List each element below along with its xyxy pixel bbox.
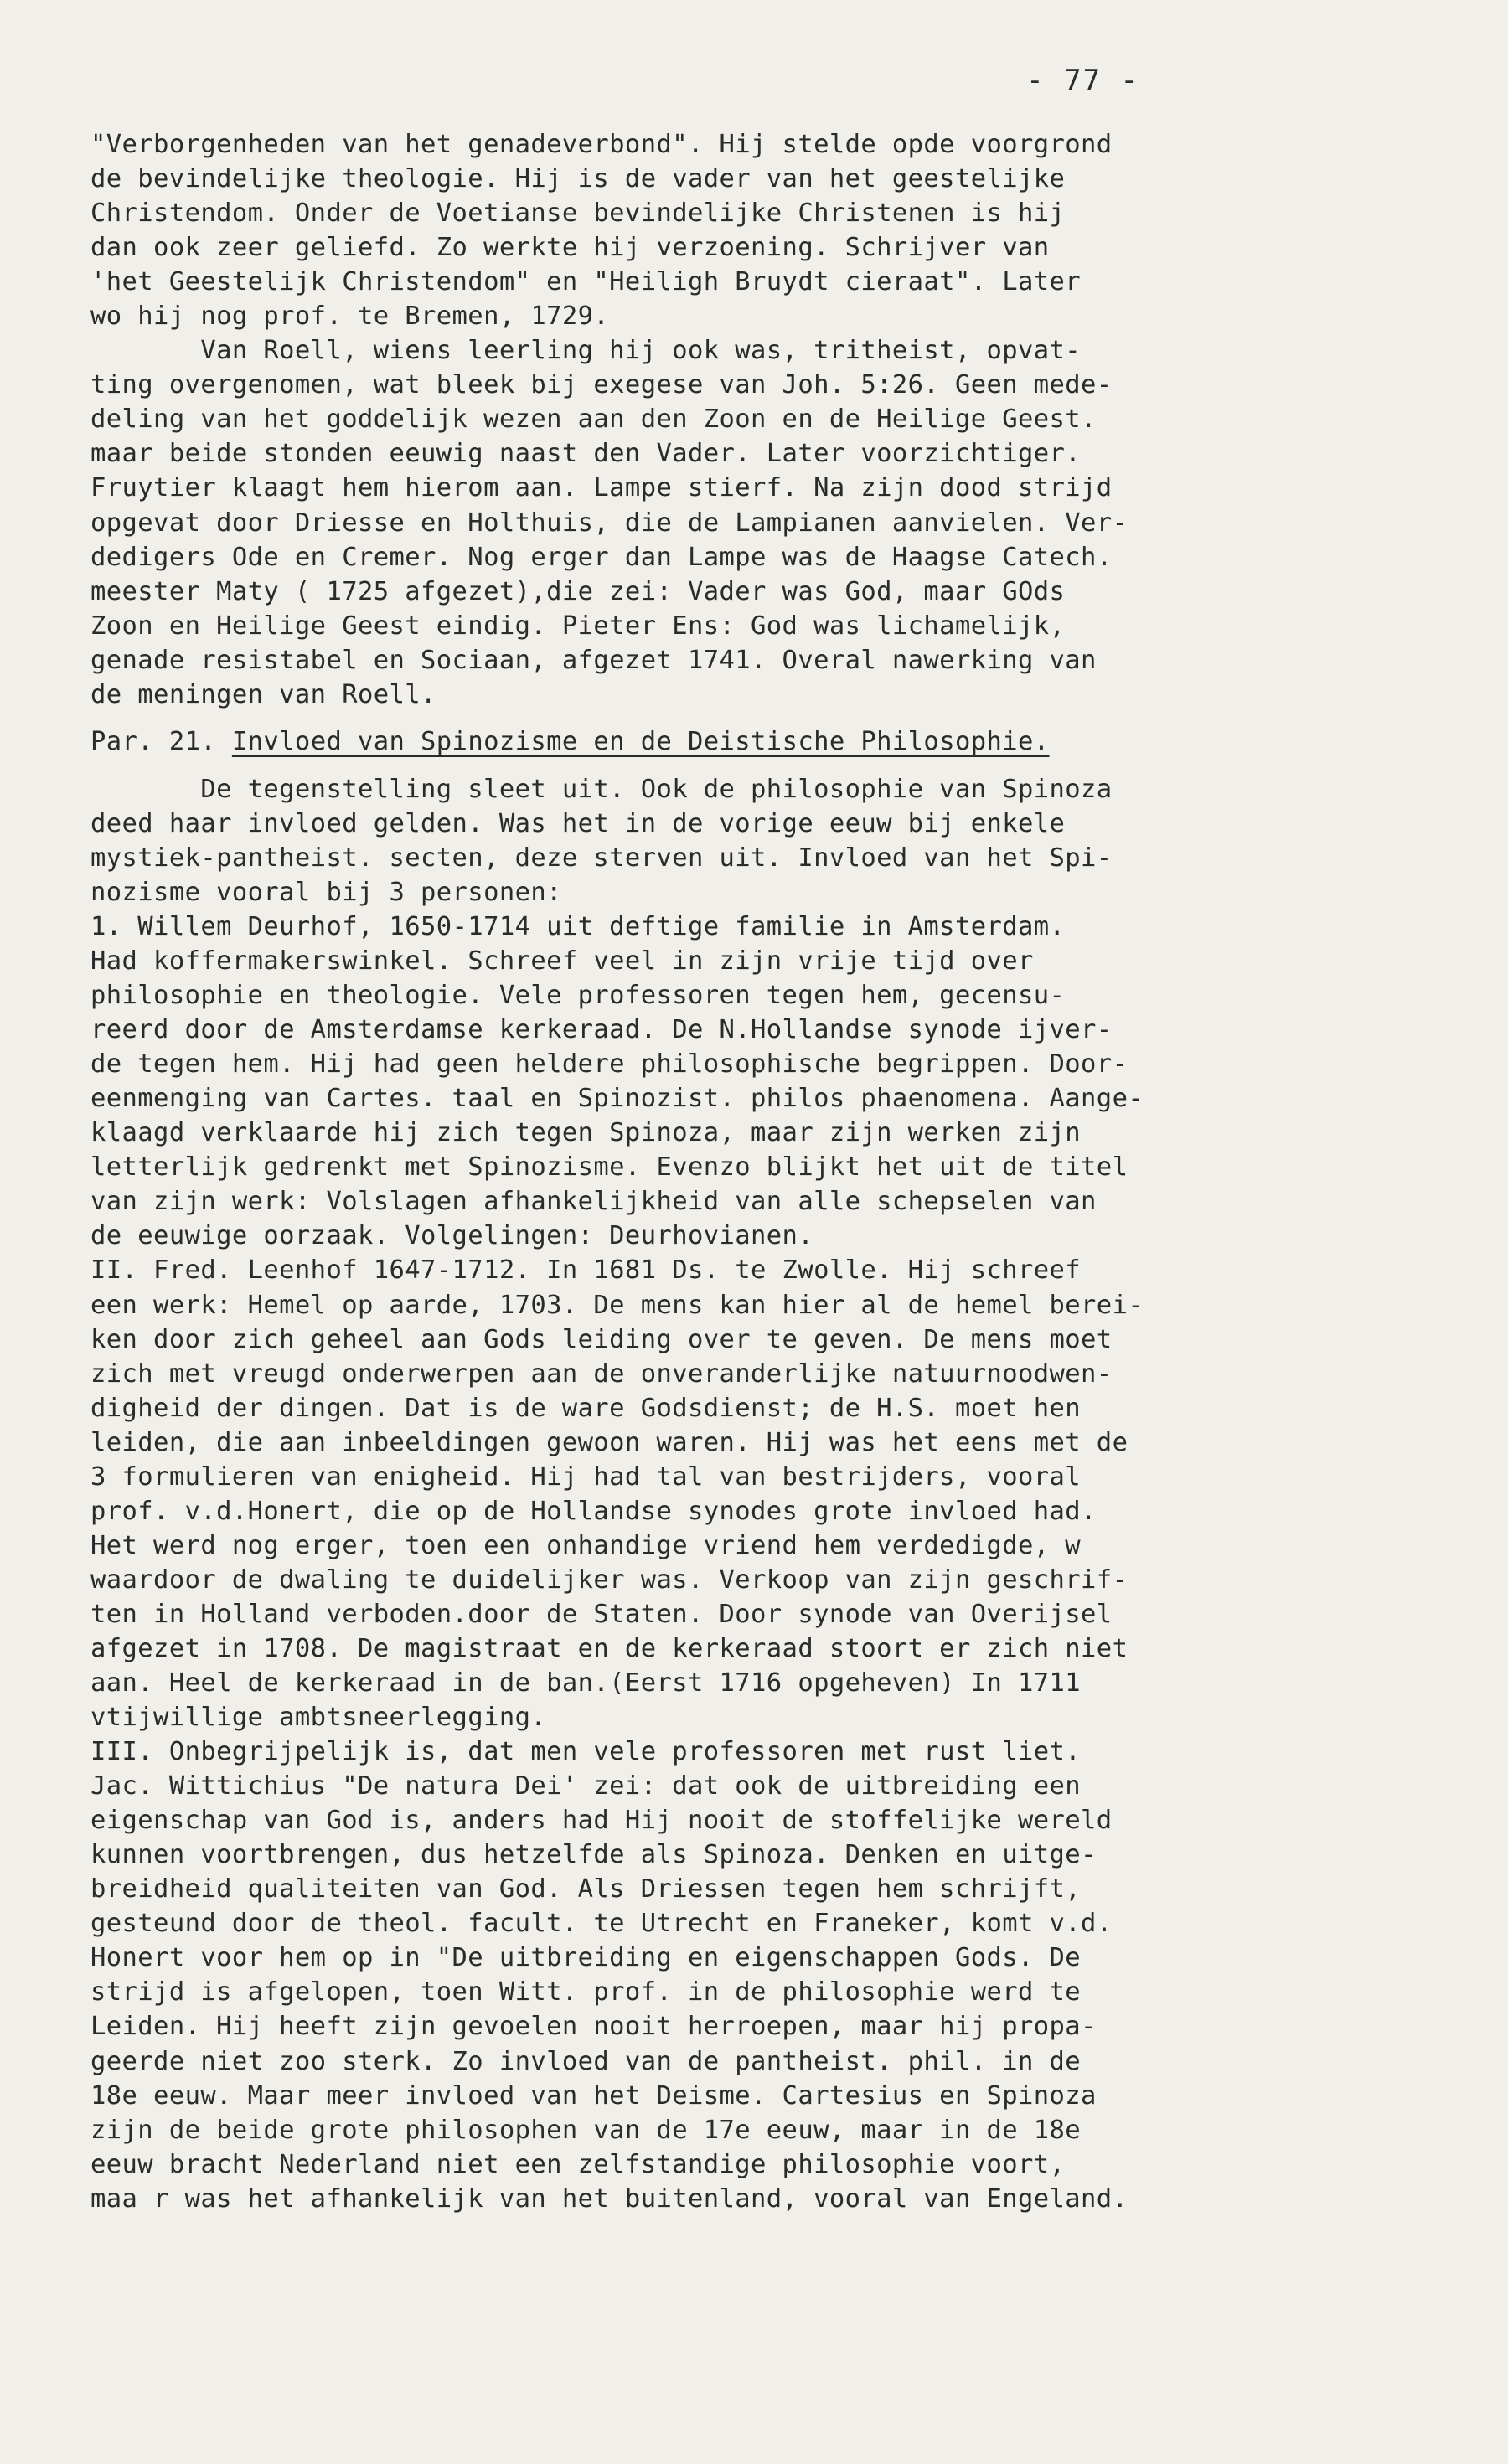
text-line: Zoon en Heilige Geest eindig. Pieter Ens: God was lichamelijk,: [90, 611, 1066, 641]
text-line: digheid der dingen. Dat is de ware Godsdienst; de H.S. moet hen: [90, 1393, 1082, 1423]
section-heading-prefix: Par. 21.: [90, 727, 232, 757]
text-line: 3 formulieren van enigheid. Hij had tal van bestrijders, vooral: [90, 1461, 1082, 1492]
text-line: de bevindelijke theologie. Hij is de vader van het geestelijke: [90, 164, 1066, 194]
section-heading-title: Invloed van Spinozisme en de Deistische Philosophie.: [231, 727, 1050, 757]
text-line: opgevat door Driesse en Holthuis, die de Lampianen aanvielen. Ver-: [90, 508, 1128, 538]
text-line: eeuw bracht Nederland niet een zelfstandige philosophie voort,: [90, 2149, 1066, 2179]
text-line: Honert voor hem op in "De uitbreiding en eigenschappen Gods. De: [90, 1943, 1082, 1973]
text-line: aan. Heel de kerkeraad in de ban.(Eerst 1716 opgeheven) In 1711: [90, 1668, 1082, 1699]
text-line: de tegen hem. Hij had geen heldere philosophische begrippen. Door-: [90, 1049, 1128, 1080]
text-line: Het werd nog erger, toen een onhandige vriend hem verdedigde, w: [90, 1530, 1082, 1560]
page-body: [90, 127, 1435, 2216]
text-line: 'het Geestelijk Christendom" en "Heiligh Bruydt cieraat". Later: [90, 267, 1082, 297]
text-line: maar beide stonden eeuwig naast den Vader. Later voorzichtiger.: [90, 439, 1082, 469]
text-line: deed haar invloed gelden. Was het in de vorige eeuw bij enkele: [90, 808, 1066, 838]
text-line: nozisme vooral bij 3 personen:: [90, 877, 562, 907]
section-heading: [90, 712, 1435, 772]
text-line: 18e eeuw. Maar meer invloed van het Deisme. Cartesius en Spinoza: [90, 2080, 1097, 2111]
body-text-section-2: [90, 772, 1435, 2216]
text-line: leiden, die aan inbeeldingen gewoon waren. Hij was het eens met de: [90, 1427, 1128, 1457]
text-line: philosophie en theologie. Vele professoren tegen hem, gecensu-: [90, 981, 1066, 1011]
text-line: mystiek-pantheist. secten, deze sterven uit. Invloed van het Spi-: [90, 843, 1113, 873]
text-line: kunnen voortbrengen, dus hetzelfde als Spinoza. Denken en uitge-: [90, 1840, 1097, 1870]
text-line: dan ook zeer geliefd. Zo werkte hij verzoening. Schrijver van: [90, 233, 1050, 263]
text-line: Van Roell, wiens leerling hij ook was, tritheist, opvat-: [90, 336, 1082, 366]
text-line: eigenschap van God is, anders had Hij nooit de stoffelijke wereld: [90, 1806, 1113, 1836]
text-line: de eeuwige oorzaak. Volgelingen: Deurhovianen.: [90, 1221, 814, 1251]
text-line: III. Onbegrijpelijk is, dat men vele professoren met rust liet.: [90, 1737, 1082, 1767]
text-line: Jac. Wittichius "De natura Dei' zei: dat ook de uitbreiding een: [90, 1771, 1082, 1802]
text-line: klaagd verklaarde hij zich tegen Spinoza, maar zijn werken zijn: [90, 1118, 1082, 1148]
text-line: een werk: Hemel op aarde, 1703. De mens kan hier al de hemel berei-: [90, 1290, 1144, 1320]
text-line: 1. Willem Deurhof, 1650-1714 uit deftige familie in Amsterdam.: [90, 911, 1066, 941]
text-line: deling van het goddelijk wezen aan den Zoon en de Heilige Geest.: [90, 405, 1097, 435]
text-line: eenmenging van Cartes. taal en Spinozist. philos phaenomena. Aange-: [90, 1084, 1144, 1114]
text-line: waardoor de dwaling te duidelijker was. Verkoop van zijn geschrif-: [90, 1564, 1128, 1595]
body-text-section-1: [90, 127, 1435, 712]
text-line: gesteund door de theol. facult. te Utrecht en Franeker, komt v.d.: [90, 1909, 1113, 1939]
text-line: Had koffermakerswinkel. Schreef veel in zijn vrije tijd over: [90, 946, 1034, 977]
text-line: II. Fred. Leenhof 1647-1712. In 1681 Ds. te Zwolle. Hij schreef: [90, 1255, 1082, 1286]
text-line: ting overgenomen, wat bleek bij exegese van Joh. 5:26. Geen mede-: [90, 370, 1113, 400]
text-line: reerd door de Amsterdamse kerkeraad. De N.Hollandse synode ijver-: [90, 1015, 1113, 1045]
text-line: breidheid qualiteiten van God. Als Driessen tegen hem schrijft,: [90, 1874, 1082, 1905]
text-line: de meningen van Roell.: [90, 679, 436, 709]
text-line: genade resistabel en Sociaan, afgezet 1741. Overal nawerking van: [90, 645, 1097, 675]
text-line: strijd is afgelopen, toen Witt. prof. in de philosophie werd te: [90, 1977, 1082, 2008]
text-line: geerde niet zoo sterk. Zo invloed van de pantheist. phil. in de: [90, 2046, 1082, 2076]
text-line: ken door zich geheel aan Gods leiding over te geven. De mens moet: [90, 1324, 1113, 1354]
text-line: wo hij nog prof. te Bremen, 1729.: [90, 302, 610, 332]
text-line: vtijwillige ambtsneerlegging.: [90, 1703, 547, 1733]
text-line: De tegenstelling sleet uit. Ook de philosophie van Spinoza: [90, 774, 1113, 804]
text-line: "Verborgenheden van het genadeverbond". Hij stelde opde voorgrond: [90, 130, 1113, 159]
text-line: van zijn werk: Volslagen afhankelijkheid van alle schepselen van: [90, 1187, 1097, 1217]
text-line: meester Maty ( 1725 afgezet),die zei: Vader was God, maar GOds: [90, 576, 1066, 606]
text-line: maa r was het afhankelijk van het buitenland, vooral van Engeland.: [90, 2183, 1128, 2214]
text-line: Christendom. Onder de Voetianse bevindelijke Christenen is hij: [90, 198, 1066, 229]
text-line: dedigers Ode en Cremer. Nog erger dan Lampe was de Haagse Catech.: [90, 542, 1113, 572]
page-number: - 77 -: [1026, 64, 1139, 97]
text-line: Fruytier klaagt hem hierom aan. Lampe stierf. Na zijn dood strijd: [90, 473, 1113, 503]
text-line: ten in Holland verboden.door de Staten. Door synode van Overijsel: [90, 1599, 1113, 1629]
text-line: Leiden. Hij heeft zijn gevoelen nooit herroepen, maar hij propa-: [90, 2012, 1097, 2042]
text-line: zich met vreugd onderwerpen aan de onveranderlijke natuurnoodwen-: [90, 1358, 1113, 1389]
text-line: zijn de beide grote philosophen van de 17e eeuw, maar in de 18e: [90, 2115, 1082, 2145]
text-line: afgezet in 1708. De magistraat en de kerkeraad stoort er zich niet: [90, 1633, 1128, 1663]
text-line: letterlijk gedrenkt met Spinozisme. Evenzo blijkt het uit de titel: [90, 1152, 1128, 1183]
text-line: prof. v.d.Honert, die op de Hollandse synodes grote invloed had.: [90, 1496, 1097, 1526]
